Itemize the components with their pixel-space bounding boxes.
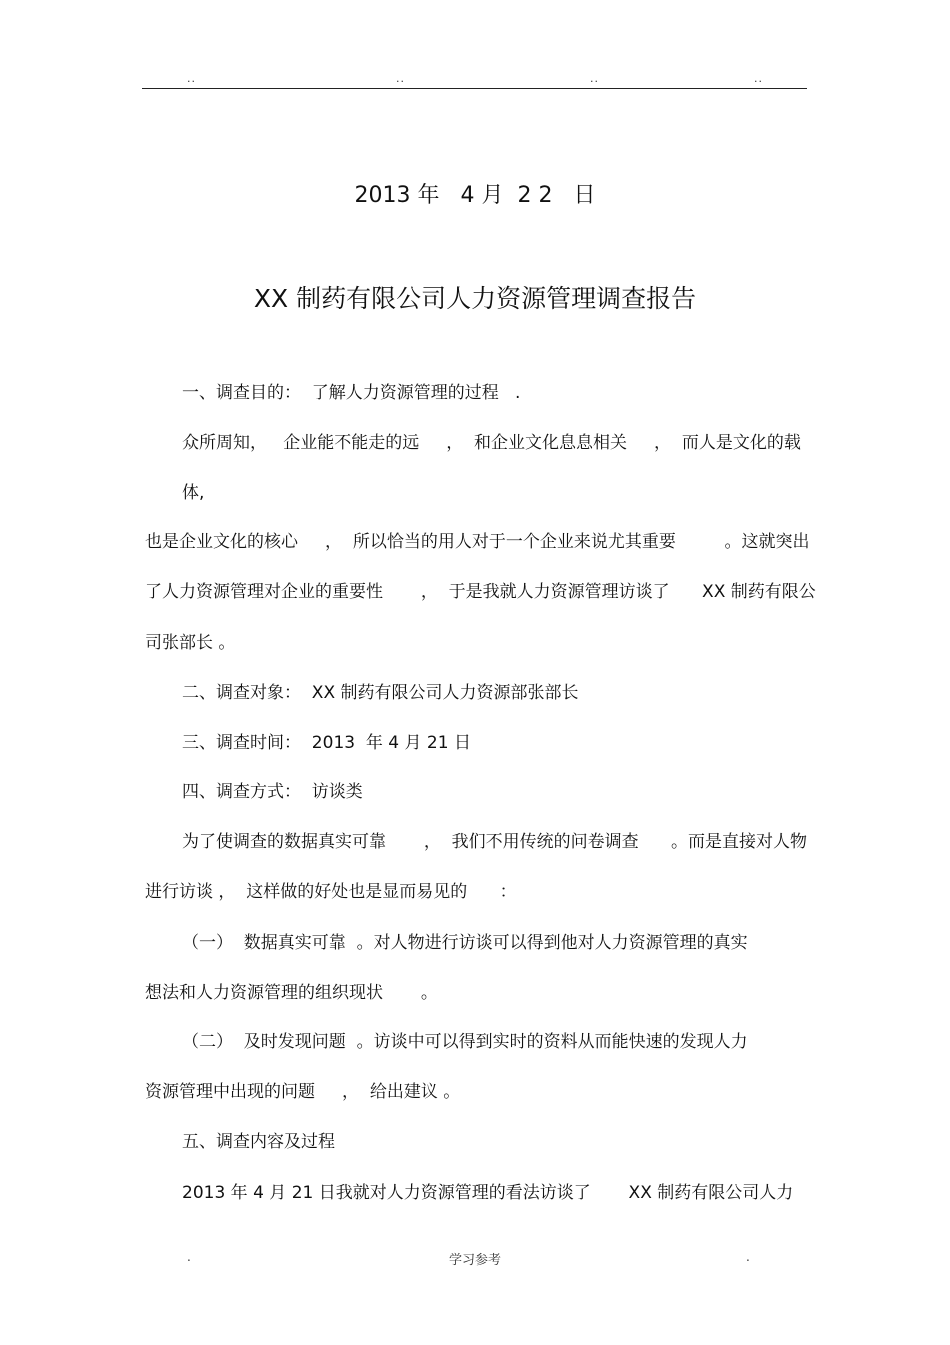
- paragraph-line: 体,: [182, 483, 205, 503]
- section-heading: 三、调查时间： 2013 年 4 月 21 日: [182, 733, 471, 753]
- paragraph-line: 众所周知， 企业能不能走的远 ， 和企业文化息息相关 ， 而人是文化的载: [182, 433, 801, 453]
- header-rule: [142, 88, 807, 89]
- section-heading: 五、调查内容及过程: [182, 1132, 335, 1152]
- footer-mark-left: .: [187, 1250, 191, 1264]
- report-title: XX 制药有限公司人力资源管理调查报告: [253, 284, 697, 313]
- list-item-line: 想法和人力资源管理的组织现状 。: [145, 983, 438, 1003]
- paragraph-line: 为了使调查的数据真实可靠 ， 我们不用传统的问卷调查 。而是直接对人物: [182, 832, 808, 852]
- header-mark: ..: [396, 72, 405, 85]
- header-mark: ..: [590, 72, 599, 85]
- paragraph-line: 司张部长 。: [145, 633, 236, 653]
- paragraph-line: 进行访谈 ， 这样做的好处也是显而易见的 ：: [145, 882, 517, 902]
- paragraph-line: 也是企业文化的核心 ， 所以恰当的用人对于一个企业来说尤其重要 。这就突出: [145, 532, 810, 552]
- header-mark: ..: [754, 72, 763, 85]
- list-item-line: 资源管理中出现的问题 ， 给出建议 。: [145, 1082, 461, 1102]
- section-heading: 四、调查方式： 访谈类: [182, 782, 363, 802]
- paragraph-line: 2013 年 4 月 21 日我就对人力资源管理的看法访谈了 XX 制药有限公司人力: [182, 1183, 794, 1203]
- paragraph-line: 了人力资源管理对企业的重要性 ， 于是我就人力资源管理访谈了 XX 制药有限公: [145, 582, 816, 602]
- section-heading: 一、调查目的： 了解人力资源管理的过程 .: [182, 383, 521, 403]
- header-mark: ..: [187, 72, 196, 85]
- list-item-line: （二） 及时发现问题 。访谈中可以得到实时的资料从而能快速的发现人力: [182, 1032, 748, 1052]
- list-item-line: （一） 数据真实可靠 。对人物进行访谈可以得到他对人力资源管理的真实: [182, 933, 748, 953]
- footer-text: 学习参考: [448, 1253, 501, 1268]
- footer-mark-right: .: [746, 1250, 750, 1264]
- report-date: 2013 年 4 月 2 2 日: [354, 183, 596, 208]
- section-heading: 二、调查对象： XX 制药有限公司人力资源部张部长: [182, 683, 579, 703]
